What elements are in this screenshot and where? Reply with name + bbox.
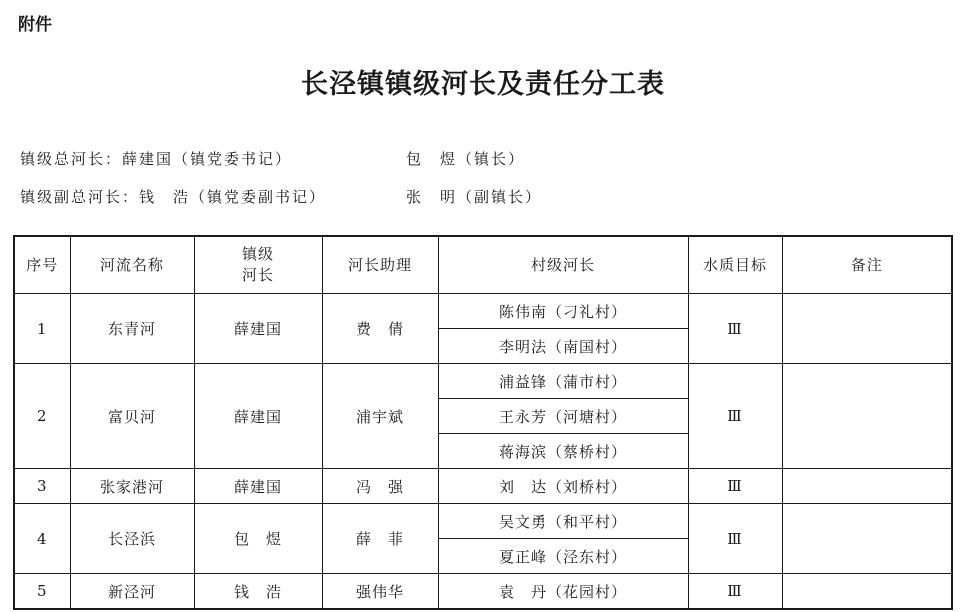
deputy-chief-label: 镇级副总河长： xyxy=(20,188,140,206)
table-row xyxy=(14,504,952,539)
cell-assistant: 强伟华 xyxy=(322,574,438,610)
cell-river: 东青河 xyxy=(70,294,194,364)
attachment-label: 附件 xyxy=(18,15,52,35)
header-river: 河流名称 xyxy=(70,236,194,294)
table-header-row xyxy=(14,236,952,294)
table-row xyxy=(14,469,952,504)
duty-table xyxy=(13,235,953,610)
deputy-chief-row xyxy=(20,186,543,207)
cell-village-chief: 王永芳（河塘村） xyxy=(438,399,688,434)
cell-village-chief: 浦益锋（蒲市村） xyxy=(438,364,688,399)
table-row xyxy=(14,364,952,399)
cell-remarks xyxy=(782,364,952,469)
cell-water-quality: Ⅲ xyxy=(688,364,782,469)
header-village-chief: 村级河长 xyxy=(438,236,688,294)
chief-row xyxy=(20,148,526,169)
cell-remarks xyxy=(782,574,952,610)
chief-label: 镇级总河长： xyxy=(20,150,123,168)
cell-village-chief: 吴文勇（和平村） xyxy=(438,504,688,539)
cell-river: 富贝河 xyxy=(70,364,194,469)
cell-town-chief: 薛建国 xyxy=(194,364,322,469)
cell-assistant: 费 倩 xyxy=(322,294,438,364)
cell-town-chief: 钱 浩 xyxy=(194,574,322,610)
cell-water-quality: Ⅲ xyxy=(688,469,782,504)
cell-water-quality: Ⅲ xyxy=(688,504,782,574)
cell-seq: 3 xyxy=(14,469,70,504)
cell-river: 新泾河 xyxy=(70,574,194,610)
cell-village-chief: 李明法（南国村） xyxy=(438,329,688,364)
header-town-chief-line2: 河长 xyxy=(241,266,274,284)
cell-seq: 2 xyxy=(14,364,70,469)
header-town-chief-line1: 镇级 xyxy=(241,245,274,263)
cell-town-chief: 薛建国 xyxy=(194,469,322,504)
cell-village-chief: 蒋海滨（蔡桥村） xyxy=(438,434,688,469)
table-row xyxy=(14,574,952,610)
cell-water-quality: Ⅲ xyxy=(688,574,782,610)
cell-seq: 5 xyxy=(14,574,70,610)
cell-river: 长泾浜 xyxy=(70,504,194,574)
cell-village-chief: 袁 丹（花园村） xyxy=(438,574,688,610)
header-seq: 序号 xyxy=(14,236,70,294)
cell-seq: 4 xyxy=(14,504,70,574)
cell-assistant: 浦宇斌 xyxy=(322,364,438,469)
cell-water-quality: Ⅲ xyxy=(688,294,782,364)
document-title: 长泾镇镇级河长及责任分工表 xyxy=(301,69,665,100)
cell-town-chief: 薛建国 xyxy=(194,294,322,364)
deputy-chief-name: 张 明（副镇长） xyxy=(406,188,543,206)
cell-remarks xyxy=(782,469,952,504)
chief-name: 薛建国（镇党委书记） xyxy=(122,150,293,168)
header-assistant: 河长助理 xyxy=(322,236,438,294)
cell-river: 张家港河 xyxy=(70,469,194,504)
header-remarks: 备注 xyxy=(782,236,952,294)
chief-name: 包 煜（镇长） xyxy=(406,150,526,168)
table-row xyxy=(14,294,952,329)
cell-assistant: 薛 菲 xyxy=(322,504,438,574)
cell-seq: 1 xyxy=(14,294,70,364)
cell-remarks xyxy=(782,504,952,574)
cell-village-chief: 刘 达（刘桥村） xyxy=(438,469,688,504)
cell-remarks xyxy=(782,294,952,364)
cell-village-chief: 夏正峰（泾东村） xyxy=(438,539,688,574)
header-town-chief xyxy=(194,236,322,294)
cell-assistant: 冯 强 xyxy=(322,469,438,504)
deputy-chief-name: 钱 浩（镇党委副书记） xyxy=(139,188,327,206)
header-water-quality: 水质目标 xyxy=(688,236,782,294)
cell-town-chief: 包 煜 xyxy=(194,504,322,574)
cell-village-chief: 陈伟南（刁礼村） xyxy=(438,294,688,329)
